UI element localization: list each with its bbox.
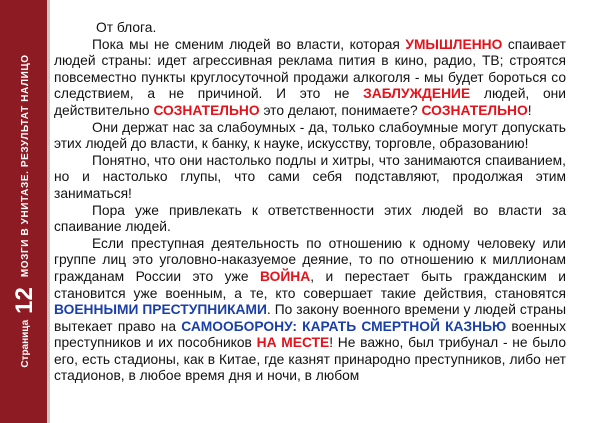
emphasis-red: СОЗНАТЕЛЬНО: [421, 102, 528, 118]
paragraph-text: Пока мы не сменим людей во власти, которая: [92, 36, 406, 52]
paragraph-5: [54, 236, 566, 385]
page-label: Страница: [19, 319, 31, 368]
section-title: МОЗГИ В УНИТАЗЕ. РЕЗУЛЬТАТ НАЛИЦО: [19, 54, 31, 278]
paragraph-text: спаивает людей страны: идет агрессивная реклама пития в кино, радио, ТВ; строятся повсеместно пункты круглосуточной продажи алкоголя - мы будет бороться со следствием, а не причиной. И это не: [54, 36, 567, 102]
paragraph-3: Понятно, что они настолько подлы и хитры, что занимаются спаиванием, но и настолько глупы, что сами себя подставляют, продолжая этим заниматься!: [54, 152, 566, 201]
page-number: 12: [11, 287, 38, 314]
emphasis-red: ЗАБЛУЖДЕНИЕ: [363, 86, 471, 102]
emphasis-blue: САМООБОРОНУ: КАРАТЬ СМЕРТНОЙ КАЗНЬЮ: [181, 318, 507, 334]
article-heading: От блога.: [96, 20, 157, 35]
emphasis-red: УМЫШЛЕННО: [405, 36, 503, 52]
paragraph-text: военных преступников и их пособников: [54, 318, 566, 351]
paragraph-1: [54, 37, 566, 120]
paragraph-text: !: [527, 102, 532, 118]
emphasis-red: ВОЙНА: [260, 268, 311, 284]
paragraph-text: людей, они действительно: [54, 86, 566, 118]
article-body: [54, 20, 566, 385]
emphasis-blue: ВОЕННЫМИ ПРЕСТУПНИКАМИ: [54, 302, 267, 318]
paragraph-4: Пора уже привлекать к ответственности этих людей во власти за спаивание людей.: [54, 202, 566, 235]
sidebar-caption: [5, 0, 45, 423]
paragraph-text: это делают, понимаете?: [259, 102, 422, 118]
emphasis-red: НА МЕСТЕ: [256, 335, 330, 351]
paragraph-text: , и перестает быть гражданским и становится уже военным, а те, кто совершает такие действия, становятся: [54, 268, 566, 301]
emphasis-red: СОЗНАТЕЛЬНО: [153, 102, 260, 118]
paragraph-text: ! Не важно, был трибунал - не было его, есть стадионы, как в Китае, где казнят принародно преступников, либо нет стадионов, в любое время дня и ночи, в любом: [54, 335, 566, 384]
paragraph-2: Они держат нас за слабоумных - да, только слабоумные могут допускать этих людей до власти, к банку, к науке, искусству, торговле, образованию!: [54, 119, 566, 152]
page-sidebar: [0, 0, 50, 423]
paragraph-text: Если преступная деятельность по отношению к одному человеку или группе лиц это уголовно-наказуемое деяние, то по отношению к миллионам гражданам России это уже: [54, 235, 566, 284]
paragraph-text: . По закону военного времени у людей страны вытекает право на: [54, 302, 567, 334]
